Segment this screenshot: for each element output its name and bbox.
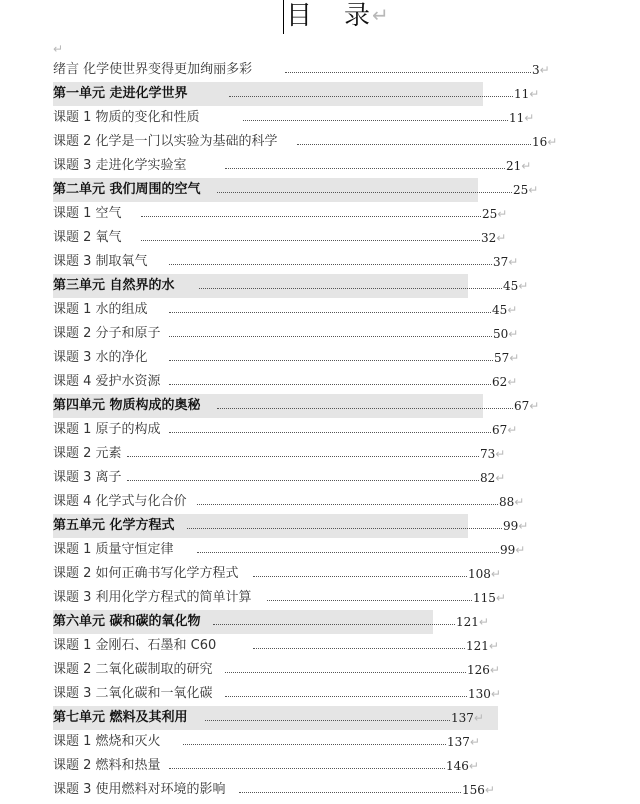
empty-paragraph	[53, 40, 63, 56]
dot-leader	[169, 264, 492, 265]
toc-page-number	[480, 466, 505, 490]
toc-page-number	[492, 418, 517, 442]
paragraph-mark-icon: ↵	[495, 591, 506, 605]
dot-leader	[217, 408, 513, 409]
dot-leader	[239, 792, 461, 793]
page-number-value: 137	[451, 711, 474, 725]
toc-unit-row[interactable]	[53, 706, 498, 730]
page-number-value: 45	[503, 279, 519, 293]
toc-entry-label: 课题 1 燃烧和灭火	[53, 734, 161, 749]
toc-entry-label: 课题 2 燃料和热量	[53, 758, 161, 773]
dot-leader	[213, 624, 455, 625]
dot-leader	[267, 600, 472, 601]
toc-entry-label: 第二单元 我们周围的空气	[53, 178, 203, 202]
toc-title	[283, 0, 391, 34]
toc-page-number	[532, 130, 557, 154]
toc-entry-row[interactable]	[53, 586, 523, 610]
toc-page-number	[468, 682, 501, 706]
page-number-value: 156	[462, 783, 485, 797]
toc-entry-label: 课题 2 元素	[53, 446, 122, 461]
toc-entry-label: 课题 4 爱护水资源	[53, 374, 161, 389]
paragraph-mark-icon: ↵	[478, 615, 489, 629]
toc-page-number	[473, 586, 506, 610]
dot-leader	[197, 552, 499, 553]
page-number-value: 99	[503, 519, 519, 533]
toc-page-number	[482, 202, 507, 226]
toc-page-number	[480, 442, 505, 466]
paragraph-mark-icon: ↵	[507, 423, 518, 437]
page-number-value: 121	[456, 615, 479, 629]
paragraph-mark-icon: ↵	[529, 399, 540, 413]
paragraph-mark-icon: ↵	[490, 567, 501, 581]
page-number-value: 50	[493, 327, 509, 341]
paragraph-mark-icon: ↵	[507, 303, 518, 317]
toc-entry-label: 课题 1 原子的构成	[53, 422, 161, 437]
page-number-value: 11	[509, 111, 525, 125]
toc-page-number	[451, 706, 484, 730]
paragraph-mark-icon: ↵	[496, 231, 507, 245]
toc-entry-label: 第一单元 走进化学世界	[53, 82, 190, 106]
dot-leader	[169, 768, 445, 769]
dot-leader	[187, 528, 502, 529]
dot-leader	[197, 504, 498, 505]
toc-unit-row[interactable]	[53, 178, 539, 202]
toc-page-number	[532, 58, 550, 82]
page-number-value: 37	[493, 255, 509, 269]
toc-page-number	[493, 322, 518, 346]
toc-entry-label: 第三单元 自然界的水	[53, 274, 177, 298]
dot-leader	[205, 720, 450, 721]
toc-entry-row[interactable]	[53, 778, 523, 802]
dot-leader	[297, 144, 531, 145]
toc-entry-row[interactable]	[53, 58, 550, 82]
dot-leader	[253, 648, 465, 649]
toc-entry-row[interactable]	[53, 730, 523, 754]
toc-entry-row[interactable]	[53, 202, 523, 226]
paragraph-mark-icon: ↵	[497, 207, 508, 221]
table-of-contents	[53, 58, 558, 802]
page-number-value: 62	[492, 375, 508, 389]
page-number-value: 45	[492, 303, 508, 317]
toc-entry-label: 课题 2 分子和原子	[53, 326, 161, 341]
toc-unit-row[interactable]	[53, 274, 529, 298]
page-number-value: 11	[514, 87, 530, 101]
page-number-value: 137	[447, 735, 470, 749]
toc-entry-row[interactable]	[53, 106, 535, 130]
toc-entry-row[interactable]	[53, 226, 523, 250]
dot-leader	[169, 384, 491, 385]
toc-page-number	[481, 226, 506, 250]
toc-entry-label: 课题 3 制取氧气	[53, 254, 148, 269]
page-number-value: 146	[446, 759, 469, 773]
toc-entry-label: 第七单元 燃料及其利用	[53, 706, 190, 730]
toc-unit-row[interactable]	[53, 394, 540, 418]
toc-entry-label: 课题 3 走进化学实验室	[53, 158, 187, 173]
toc-title-right: 录	[344, 1, 373, 31]
paragraph-mark-icon: ↵	[515, 543, 526, 557]
toc-entry-label: 课题 3 离子	[53, 470, 122, 485]
toc-page-number	[462, 778, 495, 802]
paragraph-mark-icon: ↵	[495, 447, 506, 461]
toc-page-number	[492, 298, 517, 322]
toc-entry-label: 课题 2 二氧化碳制取的研究	[53, 662, 213, 677]
page-number-value: 73	[480, 447, 496, 461]
toc-entry-label: 课题 1 物质的变化和性质	[53, 110, 200, 125]
toc-entry-label: 课题 1 质量守恒定律	[53, 542, 174, 557]
dot-leader	[169, 336, 492, 337]
toc-page-number	[494, 346, 519, 370]
toc-entry-label: 课题 2 化学是一门以实验为基础的科学	[53, 134, 278, 149]
toc-entry-row[interactable]	[53, 298, 523, 322]
toc-entry-row[interactable]	[53, 538, 526, 562]
toc-entry-row[interactable]	[53, 370, 523, 394]
paragraph-mark-icon: ↵	[529, 87, 540, 101]
paragraph-mark-icon: ↵	[372, 3, 391, 27]
toc-page-number	[493, 250, 518, 274]
toc-entry-label: 课题 1 空气	[53, 206, 122, 221]
page-number-value: 32	[481, 231, 497, 245]
toc-page-number	[447, 730, 480, 754]
dot-leader	[127, 480, 479, 481]
toc-page-number	[468, 562, 501, 586]
paragraph-mark-icon: ↵	[518, 519, 529, 533]
toc-entry-label: 课题 4 化学式与化合价	[53, 494, 187, 509]
paragraph-mark-icon: ↵	[518, 279, 529, 293]
paragraph-mark-icon: ↵	[468, 759, 479, 773]
toc-unit-row[interactable]	[53, 82, 540, 106]
toc-page-number	[503, 514, 528, 538]
toc-entry-row[interactable]	[53, 322, 523, 346]
toc-entry-row[interactable]	[53, 130, 558, 154]
toc-entry-row[interactable]	[53, 154, 532, 178]
toc-page-number	[446, 754, 479, 778]
toc-page-number	[513, 178, 538, 202]
toc-unit-row[interactable]	[53, 514, 529, 538]
toc-page-number	[500, 538, 525, 562]
toc-entry-row[interactable]	[53, 754, 523, 778]
paragraph-mark-icon: ↵	[514, 495, 525, 509]
dot-leader	[169, 432, 491, 433]
paragraph-mark-icon: ↵	[524, 111, 535, 125]
page-number-value: 130	[468, 687, 491, 701]
toc-entry-row[interactable]	[53, 346, 523, 370]
page-number-value: 57	[494, 351, 510, 365]
dot-leader	[183, 744, 446, 745]
dot-leader	[141, 216, 481, 217]
toc-page-number	[514, 82, 539, 106]
page-number-value: 25	[513, 183, 529, 197]
toc-entry-label: 第六单元 碳和碳的氧化物	[53, 610, 203, 634]
toc-entry-label: 第四单元 物质构成的奥秘	[53, 394, 203, 418]
toc-page-number	[499, 490, 524, 514]
dot-leader	[253, 576, 467, 577]
toc-entry-label: 课题 1 金刚石、石墨和 C60	[53, 638, 217, 653]
toc-page-number	[503, 274, 528, 298]
paragraph-mark-icon: ↵	[521, 159, 532, 173]
paragraph-mark-icon: ↵	[539, 63, 550, 77]
page-number-value: 121	[466, 639, 489, 653]
page-number-value: 82	[480, 471, 496, 485]
dot-leader	[217, 192, 512, 193]
paragraph-mark-icon: ↵	[509, 351, 520, 365]
page-number-value: 126	[467, 663, 490, 677]
toc-entry-label: 课题 3 二氧化碳和一氧化碳	[53, 686, 213, 701]
toc-entry-row[interactable]	[53, 466, 523, 490]
toc-entry-label: 第五单元 化学方程式	[53, 514, 177, 538]
toc-page-number	[466, 634, 499, 658]
toc-entry-row[interactable]	[53, 562, 523, 586]
page-number-value: 115	[473, 591, 496, 605]
toc-entry-row[interactable]	[53, 490, 523, 514]
paragraph-mark-icon: ↵	[490, 687, 501, 701]
toc-entry-label: 课题 1 水的组成	[53, 302, 148, 317]
dot-leader	[199, 288, 502, 289]
toc-page-number	[506, 154, 531, 178]
paragraph-mark-icon: ↵	[495, 471, 506, 485]
dot-leader	[127, 456, 479, 457]
toc-page-number	[509, 106, 534, 130]
toc-entry-label: 课题 2 如何正确书写化学方程式	[53, 566, 239, 581]
paragraph-mark-icon: ↵	[469, 735, 480, 749]
toc-page-number	[467, 658, 500, 682]
toc-entry-row[interactable]	[53, 634, 523, 658]
toc-entry-label: 课题 3 水的净化	[53, 350, 148, 365]
toc-title-left: 目	[286, 1, 315, 31]
dot-leader	[225, 168, 505, 169]
toc-entry-row[interactable]	[53, 682, 523, 706]
paragraph-mark-icon: ↵	[508, 255, 519, 269]
page-number-value: 16	[532, 135, 548, 149]
dot-leader	[141, 240, 480, 241]
toc-entry-row[interactable]	[53, 250, 523, 274]
page-number-value: 25	[482, 207, 498, 221]
page-number-value: 3	[532, 63, 540, 77]
dot-leader	[229, 96, 513, 97]
page-number-value: 88	[499, 495, 515, 509]
paragraph-mark-icon: ↵	[507, 375, 518, 389]
dot-leader	[225, 696, 467, 697]
toc-page-number	[492, 370, 517, 394]
page-number-value: 67	[514, 399, 530, 413]
paragraph-mark-icon: ↵	[488, 639, 499, 653]
paragraph-mark-icon: ↵	[528, 183, 539, 197]
toc-entry-label: 课题 2 氧气	[53, 230, 122, 245]
paragraph-mark-icon: ↵	[547, 135, 558, 149]
toc-page-number	[456, 610, 489, 634]
page-number-value: 67	[492, 423, 508, 437]
page-number-value: 108	[468, 567, 491, 581]
toc-entry-row[interactable]	[53, 658, 523, 682]
paragraph-mark-icon: ↵	[53, 42, 64, 56]
toc-entry-label: 课题 3 使用燃料对环境的影响	[53, 782, 226, 797]
paragraph-mark-icon: ↵	[508, 327, 519, 341]
toc-page-number	[514, 394, 539, 418]
toc-entry-label: 课题 3 利用化学方程式的简单计算	[53, 590, 252, 605]
toc-unit-row[interactable]	[53, 610, 489, 634]
paragraph-mark-icon: ↵	[473, 711, 484, 725]
toc-entry-row[interactable]	[53, 418, 523, 442]
paragraph-mark-icon: ↵	[489, 663, 500, 677]
dot-leader	[169, 312, 491, 313]
dot-leader	[285, 72, 531, 73]
dot-leader	[243, 120, 508, 121]
dot-leader	[225, 672, 466, 673]
page-number-value: 21	[506, 159, 522, 173]
paragraph-mark-icon: ↵	[484, 783, 495, 797]
toc-entry-row[interactable]	[53, 442, 523, 466]
toc-entry-label: 绪言 化学使世界变得更加绚丽多彩	[53, 62, 253, 77]
dot-leader	[169, 360, 493, 361]
page-number-value: 99	[500, 543, 516, 557]
